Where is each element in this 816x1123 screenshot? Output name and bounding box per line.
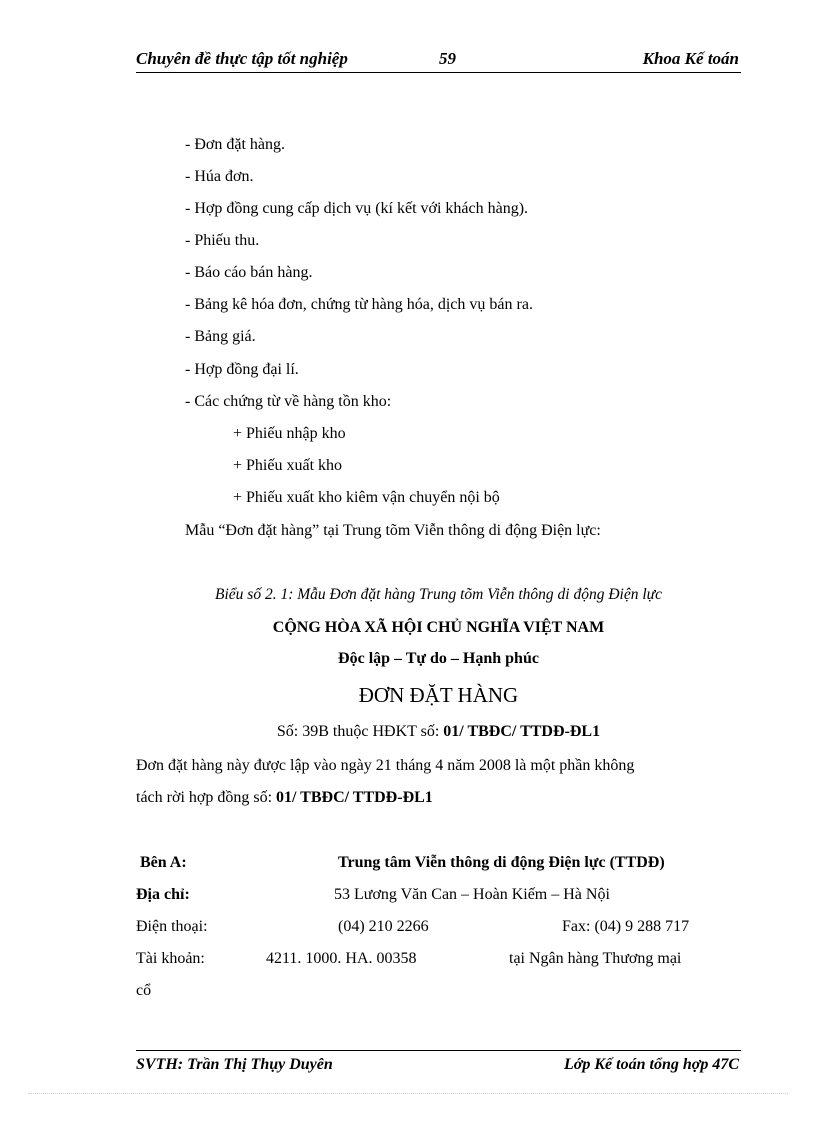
form-caption: Biểu số 2. 1: Mẫu Đơn đặt hàng Trung tõm Viễn thông di động Điện lực [215, 586, 662, 603]
address-value: 53 Lương Văn Can – Hoàn Kiếm – Hà Nội [334, 886, 610, 903]
fax-value: Fax: (04) 9 288 717 [562, 918, 690, 935]
party-a-label: Bên A: [140, 854, 187, 871]
page-footer [136, 1050, 741, 1079]
party-a-name: Trung tâm Viễn thông di động Điện lực (TTDĐ) [338, 854, 665, 871]
footer-student: SVTH: Trần Thị Thụy Duyên [136, 1056, 333, 1073]
description-line [136, 788, 433, 808]
list-item: - Bảng giá. [185, 328, 256, 345]
header-department: Khoa Kế toán [642, 49, 739, 68]
page-header [136, 48, 741, 73]
bank-name: tại Ngân hàng Thương mại [509, 950, 682, 967]
list-item: - Bảng kê hóa đơn, chứng từ hàng hóa, dịch vụ bán ra. [185, 296, 533, 313]
list-item: - Húa đơn. [185, 168, 254, 185]
description-prefix: tách rời hợp đồng số: [136, 789, 277, 806]
order-number-prefix: Số: 39B thuộc HĐKT số: [276, 723, 444, 740]
contract-code: 01/ TBĐC/ TTDĐ-ĐL1 [443, 723, 601, 740]
list-item: - Đơn đặt hàng. [185, 136, 285, 153]
list-item: - Hợp đồng đại lí. [185, 361, 299, 378]
address-label: Địa chỉ: [136, 886, 190, 903]
sub-list-item: + Phiếu xuất kho [233, 457, 343, 474]
phone-label: Điện thoại: [136, 918, 208, 935]
form-intro: Mẫu “Đơn đặt hàng” tại Trung tõm Viễn thông di động Điện lực: [185, 522, 601, 539]
order-number [136, 722, 741, 742]
list-item: - Báo cáo bán hàng. [185, 264, 313, 281]
motto: Độc lập – Tự do – Hạnh phúc [338, 650, 539, 667]
account-label: Tài khoản: [136, 950, 205, 967]
nation-title: CỘNG HÒA XÃ HỘI CHỦ NGHĨA VIỆT NAM [272, 619, 605, 636]
list-item: - Các chứng từ về hàng tồn kho: [185, 393, 392, 410]
document-title: ĐƠN ĐẶT HÀNG [358, 683, 519, 707]
account-value: 4211. 1000. HA. 00358 [266, 950, 417, 967]
list-item: - Phiếu thu. [185, 232, 260, 249]
contract-code: 01/ TBĐC/ TTDĐ-ĐL1 [276, 789, 433, 806]
page-bottom-divider [28, 1093, 788, 1094]
list-item: - Hợp đồng cung cấp dịch vụ (kí kết với khách hàng). [185, 200, 529, 217]
sub-list-item: + Phiếu xuất kho kiêm vận chuyển nội bộ [233, 489, 500, 506]
sub-list-item: + Phiếu nhập kho [233, 425, 346, 442]
bank-name-continued: cổ [136, 982, 152, 999]
description-line: Đơn đặt hàng này được lập vào ngày 21 tháng 4 năm 2008 là một phần không [136, 757, 635, 774]
page-number: 59 [439, 49, 456, 68]
header-title: Chuyên đề thực tập tốt nghiệp [136, 49, 348, 68]
footer-class: Lớp Kế toán tổng hợp 47C [564, 1056, 739, 1073]
phone-value: (04) 210 2266 [338, 918, 429, 935]
